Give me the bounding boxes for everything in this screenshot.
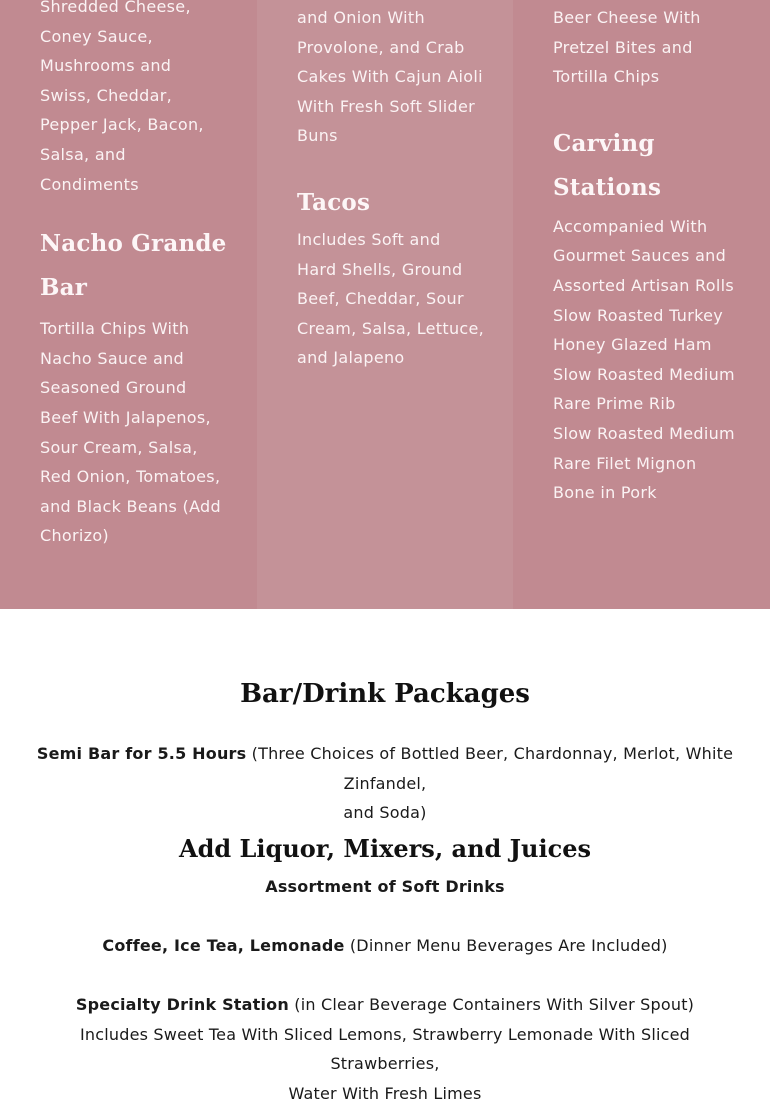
nacho-bar-description [40, 314, 230, 551]
add-liquor-title: Add Liquor, Mixers, and Juices [179, 834, 591, 863]
coffee-details: (Dinner Menu Beverages Are Included) [344, 936, 668, 955]
text-line: Provolone, and Crab [297, 37, 465, 57]
text-line: Tortilla Chips [553, 67, 660, 87]
column-3-content [553, 3, 743, 508]
text-line: Pepper Jack, Bacon, [40, 115, 204, 135]
semi-bar-details: (Three Choices of Bottled Beer, Chardonnay, Merlot, White Zinfandel, [246, 744, 734, 793]
text-line: Beef, Cheddar, Sour [297, 289, 464, 309]
title-line: Carving [553, 129, 655, 157]
text-line: Red Onion, Tomatoes, [40, 467, 221, 487]
text-line: Slow Roasted Medium [553, 364, 735, 384]
text-line: Slow Roasted Turkey [553, 305, 724, 325]
column-2-content [297, 3, 485, 373]
soft-drinks-label: Assortment of Soft Drinks [265, 877, 505, 896]
text-line: Chorizo) [40, 526, 109, 546]
text-line: Rare Prime Rib [553, 394, 676, 414]
specialty-label: Specialty Drink Station [75, 995, 289, 1014]
title-line: Tacos [297, 188, 371, 216]
text-line: Gourmet Sauces and [553, 246, 727, 266]
coffee-label: Coffee, Ice Tea, Lemonade [102, 936, 345, 955]
semi-bar-package [25, 739, 745, 828]
menu-column-2 [257, 0, 513, 609]
specialty-includes-cont: Water With Fresh Limes [288, 1083, 482, 1103]
text-line: Beef With Jalapenos, [40, 407, 211, 427]
specialty-drink-station [25, 990, 745, 1108]
specialty-includes: Includes Sweet Tea With Sliced Lemons, Strawberry Lemonade With Sliced Strawberries, [79, 1024, 691, 1074]
soft-drinks-line [25, 872, 745, 902]
text-line: Nacho Sauce and [40, 348, 185, 368]
text-line: Shredded Cheese, [40, 0, 191, 16]
text-line: and Onion With [297, 8, 425, 27]
text-line: Coney Sauce, [40, 26, 153, 46]
previous-item-description [40, 0, 230, 199]
previous-item-description [553, 3, 743, 92]
semi-bar-details-cont: and Soda) [343, 803, 427, 823]
text-line: Mushrooms and [40, 56, 172, 76]
drink-packages-section [0, 609, 770, 1107]
menu-column-1 [0, 0, 257, 609]
tacos-title [297, 181, 482, 225]
text-line: Cakes With Cajun Aioli [297, 67, 483, 87]
carving-stations-description [553, 212, 743, 508]
text-line: Rare Filet Mignon [553, 453, 697, 473]
text-line: Seasoned Ground [40, 378, 187, 398]
text-line: Beer Cheese With [553, 8, 701, 27]
text-line: Accompanied With [553, 216, 708, 236]
tacos-description [297, 225, 485, 373]
text-line: Condiments [40, 174, 139, 194]
carving-stations-title [553, 122, 743, 210]
text-line: Salsa, and [40, 144, 126, 164]
text-line: Buns [297, 126, 338, 146]
column-1-content [40, 0, 230, 551]
title-line: Bar [40, 274, 88, 302]
text-line: Hard Shells, Ground [297, 259, 463, 279]
text-line: and Black Beans (Add [40, 496, 221, 516]
semi-bar-label: Semi Bar for 5.5 Hours [36, 744, 247, 763]
title-line: Stations [553, 173, 662, 201]
coffee-line [25, 931, 745, 961]
menu-column-3 [513, 0, 770, 609]
text-line: Assorted Artisan Rolls [553, 275, 734, 295]
text-line: Slow Roasted Medium [553, 423, 735, 443]
text-line: Tortilla Chips With [40, 319, 190, 339]
previous-item-description [297, 3, 482, 151]
specialty-details: (in Clear Beverage Containers With Silver Spout) [288, 995, 695, 1014]
nacho-bar-title [40, 222, 230, 310]
text-line: Cream, Salsa, Lettuce, [297, 318, 485, 338]
text-line: Bone in Pork [553, 483, 657, 503]
text-line: Pretzel Bites and [553, 37, 693, 57]
title-line: Nacho Grande [40, 230, 227, 258]
text-line: Swiss, Cheddar, [40, 85, 172, 105]
text-line: Includes Soft and [297, 229, 441, 249]
drink-packages-title: Bar/Drink Packages [240, 679, 530, 709]
text-line: Sour Cream, Salsa, [40, 437, 198, 457]
text-line: With Fresh Soft Slider [297, 96, 475, 116]
text-line: and Jalapeno [297, 348, 405, 368]
text-line: Honey Glazed Ham [553, 335, 712, 355]
